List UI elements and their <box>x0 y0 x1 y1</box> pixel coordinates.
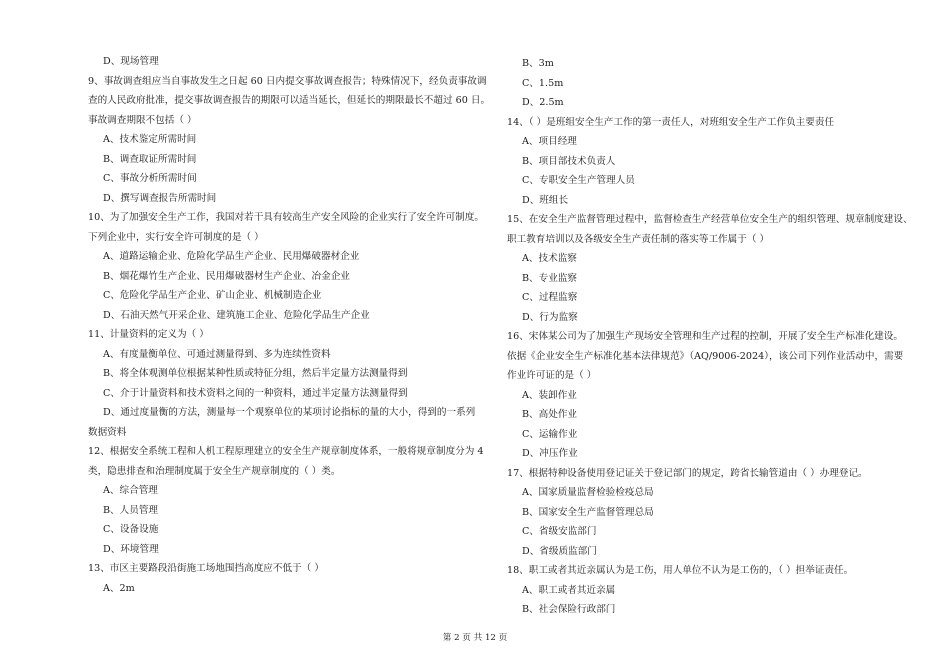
option-line: D、班组长 <box>522 194 569 206</box>
option-line: A、道路运输企业、危险化学品生产企业、民用爆破器材企业 <box>103 251 360 262</box>
option-line: A、国家质量监督检验检疫总局 <box>522 487 654 498</box>
option-line: A、装卸作业 <box>522 389 577 401</box>
option-line: A、项目经理 <box>522 136 577 147</box>
question-line: 职工教育培训以及各级安全生产责任制的落实等工作属于（ ） <box>507 233 770 245</box>
question-line: 15、在安全生产监督管理过程中，监督检查生产经营单位安全生产的组织管理、规章制度建设、 <box>507 214 913 225</box>
question-line: 18、职工或者其近亲属认为是工伤，用人单位不认为是工伤的，（ ）担举证责任。 <box>507 565 854 576</box>
option-line: D、2.5m <box>522 97 564 108</box>
question-line: 事故调查期限不包括（ ） <box>88 114 197 126</box>
option-line: B、社会保险行政部门 <box>522 604 616 615</box>
question-line: 下列企业中，实行安全许可制度的是（ ） <box>88 231 264 243</box>
question-line: 查的人民政府批准，提交事故调查报告的期限可以适当延长，但延长的期限最长不超过 60 日。 <box>88 95 491 106</box>
option-line: D、现场管理 <box>103 56 159 67</box>
question-line: 作业许可证的是（ ） <box>507 370 597 381</box>
question-line: 11、计量资料的定义为（ ） <box>88 329 209 340</box>
option-line: C、事故分析所需时间 <box>103 173 197 184</box>
option-line: C、运输作业 <box>522 428 578 440</box>
option-line: C、省级安监部门 <box>522 526 597 537</box>
option-line: A、技术鉴定所需时间 <box>103 134 197 145</box>
question-line: 10、为了加强安全生产工作，我国对若干具有较高生产安全风险的企业实行了安全许可制度。 <box>88 212 484 223</box>
option-line: D、行为监察 <box>522 311 578 323</box>
option-line: B、调查取证所需时间 <box>103 153 197 165</box>
option-line: A、技术监察 <box>522 253 577 264</box>
option-line: A、2m <box>103 582 135 594</box>
option-line: C、介于计量资料和技术资料之间的一种资料，通过半定量方法测量得到 <box>103 387 408 399</box>
option-line: D、冲压作业 <box>522 448 578 459</box>
option-line: D、石油天然气开采企业、建筑施工企业、危险化学品生产企业 <box>103 309 370 321</box>
option-line: D、省级质监部门 <box>522 545 597 557</box>
option-line: D、通过度量衡的方法，测量每一个观察单位的某项讨论指标的量的大小，得到的一系列 <box>103 407 476 418</box>
option-line: C、危险化学品生产企业、矿山企业、机械制造企业 <box>103 290 322 301</box>
option-line: A、有度量衡单位、可通过测量得到、多为连续性资料 <box>103 348 331 360</box>
option-line: B、烟花爆竹生产企业、民用爆破器材生产企业、冶金企业 <box>103 270 350 282</box>
question-line: 9、事故调查组应当自事故发生之日起 60 日内提交事故调查报告；特殊情况下，经负责事故调 <box>88 75 487 87</box>
option-line: B、将全体观测单位根据某种性质或特征分组，然后半定量方法测量得到 <box>103 368 408 379</box>
option-line: D、撰写调查报告所需时间 <box>103 192 217 204</box>
option-line: A、职工或者其近亲属 <box>522 584 616 596</box>
question-line: 依据《企业安全生产标准化基本法律规范》（AQ/9006-2024），该公司下列作业活动中，需要 <box>507 350 904 362</box>
option-line: C、设备设施 <box>103 524 159 535</box>
option-line: B、高处作业 <box>522 409 578 420</box>
question-line: 类，隐患排查和治理制度属于安全生产规章制度的（ ）类。 <box>88 465 341 477</box>
option-line: B、专业监察 <box>522 272 578 284</box>
question-line: 12、根据安全系统工程和人机工程原理建立的安全生产规章制度体系，一般将规章制度分为 4 <box>88 446 484 457</box>
question-line: 13、市区主要路段沿街施工场地围挡高度应不低于（ ） <box>88 563 324 574</box>
page-footer: 第 2 页 共 12 页 <box>442 633 508 643</box>
question-line: 数据资料 <box>88 426 127 438</box>
question-line: 17、根据特种设备使用登记证关于登记部门的规定，跨省长输管道由（ ）办理登记。 <box>507 467 868 479</box>
question-line: 16、宋体某公司为了加强生产现场安全管理和生产过程的控制，开展了安全生产标准化建设。 <box>507 331 903 342</box>
option-line: D、环境管理 <box>103 543 159 555</box>
option-line: B、人员管理 <box>103 504 159 516</box>
option-line: B、3m <box>522 58 554 69</box>
option-line: C、专职安全生产管理人员 <box>522 175 635 186</box>
option-line: B、国家安全生产监督管理总局 <box>522 506 654 518</box>
option-line: C、过程监察 <box>522 292 578 303</box>
option-line: B、项目部技术负责人 <box>522 155 616 167</box>
option-line: A、综合管理 <box>103 485 158 496</box>
question-line: 14、（ ）是班组安全生产工作的第一责任人，对班组安全生产工作负主要责任 <box>507 116 835 128</box>
option-line: C、1.5m <box>522 77 564 89</box>
